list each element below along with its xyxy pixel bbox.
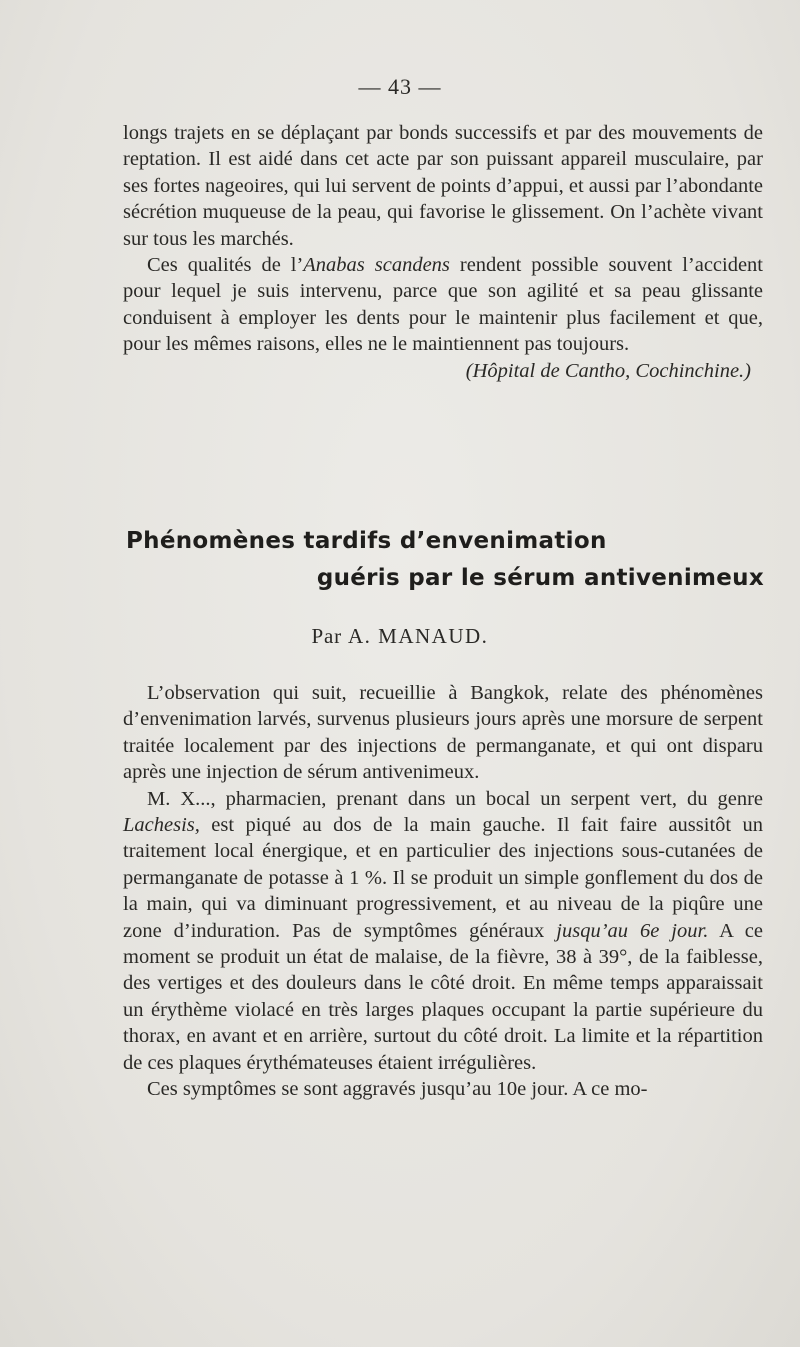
para-text-after: rendent possible souvent l’accident pour lequel je suis intervenu, parce que son agilité et sa peau glissante conduisent à employer les dents pour le maintenir plus facilement et que, pour les mêmes raisons, elles ne le maintiennent pas toujours. — [123, 254, 764, 356]
paragraph-end-of-previous: longs trajets en se déplaçant par bonds successifs et par des mouvements de reptation. Il est aidé dans cet acte par son puissant appareil musculaire, par ses fortes nageoires, qui lui servent de points d’appui, et aussi par l’abondante sécrétion muqueuse de la peau, qui favorise le glissement. On l’achète vivant sur tous les marchés. — [123, 122, 763, 250]
genus-name: Lachesis, — [123, 814, 200, 837]
para2-text-c: A ce moment se produit un état de malaise, de la fièvre, 38 à 39°, de la faiblesse, des vertiges et des douleurs dans le côté droit. En même temps apparaissait un érythème violacé en très larges plaques occupant la partie supérieure du thorax, en avant et en arrière, surtout du côté droit. La limite et la répartition de ces plaques érythémateuses étaient irrégulières. — [123, 919, 763, 1074]
para2-text-b: est piqué au dos de la main gauche. Il fait faire aussitôt un traitement local énergique, et en particulier des injections sous-cutanées de permanganate de potasse à 1 %. Il se produit un simple gonflement du dos de la main, qui va diminuant progressivement, et au niveau de la piqûre une zone d’induration. Pas de symptômes généraux — [123, 814, 763, 942]
article-paragraph-2 — [123, 786, 763, 1076]
article-paragraph-1: L’observation qui suit, recueillie à Bangkok, relate des phénomènes d’envenimation larvés, survenus plusieurs jours après une morsure de serpent traitée localement par des injections de permanganate, et qui ont disparu après une injection de sérum antivenimeux. — [123, 682, 763, 784]
article-title-line-2: guéris par le sérum antivenimeux — [316, 565, 764, 591]
page-number: — 43 — — [358, 74, 442, 99]
source-attribution: (Hôpital de Cantho, Cochinchine.) — [465, 359, 751, 382]
article-body — [123, 680, 763, 1103]
author-name: A. MANAUD. — [348, 624, 489, 648]
species-name: Anabas scandens — [303, 254, 450, 277]
day-reference: jusqu’au 6e jour. — [556, 919, 709, 942]
para-text-before: Ces qualités de l’ — [147, 254, 304, 277]
para2-text-a: M. X..., pharmacien, prenant dans un bocal un serpent vert, du genre — [147, 787, 763, 810]
byline-prefix: Par — [311, 624, 342, 648]
paragraph-anabas — [123, 252, 763, 358]
previous-article-ending — [123, 120, 763, 384]
article-title-line-1: Phénomènes tardifs d’envenimation — [126, 528, 607, 554]
byline — [0, 624, 800, 649]
article-paragraph-3: Ces symptômes se sont aggravés jusqu’au 10e jour. A ce mo- — [147, 1078, 648, 1101]
